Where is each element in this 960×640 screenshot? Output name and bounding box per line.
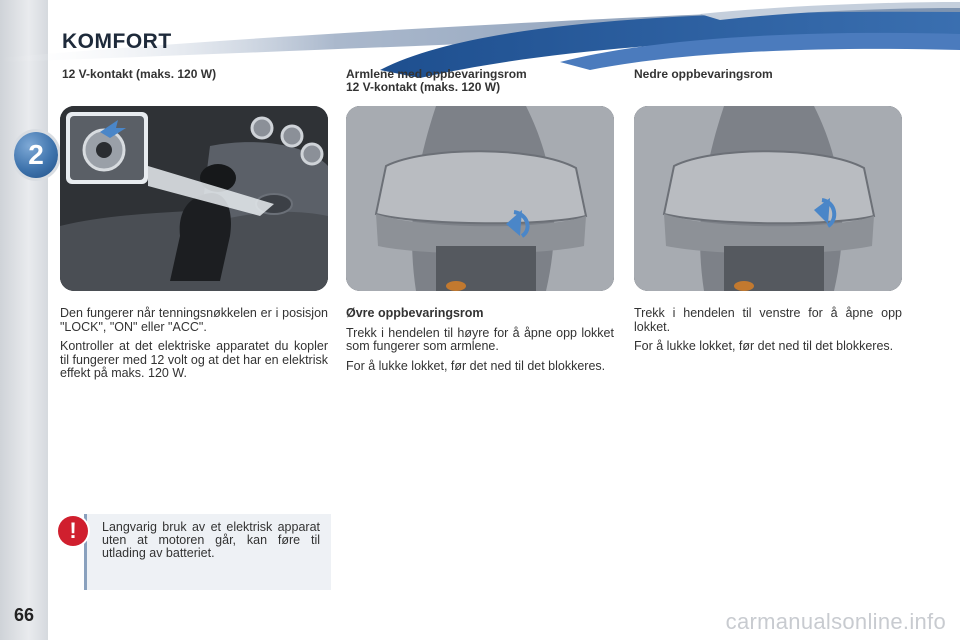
column-1-body xyxy=(60,307,328,387)
warning-icon: ! xyxy=(58,516,88,546)
watermark: carmanualsonline.info xyxy=(725,609,946,634)
column-1-paragraph: Kontroller at det elektriske apparatet du kopler til fungerer med 12 volt og at det har en elektrisk effekt på maks. 120 W. xyxy=(60,339,328,380)
column-2-heading-line2: 12 V-kontakt (maks. 120 W) xyxy=(346,80,501,94)
column-2-paragraph: Trekk i hendelen til høyre for å åpne opp lokket som fungerer som armlene. xyxy=(346,325,614,353)
column-2-heading-line1: Armlene med oppbevaringsrom xyxy=(346,67,527,81)
column-3-heading: Nedre oppbevaringsrom xyxy=(634,67,773,81)
column-2-heading xyxy=(346,68,527,94)
column-2-subheading: Øvre oppbevaringsrom xyxy=(346,306,484,320)
chapter-tab xyxy=(14,132,58,178)
column-2-paragraph: For å lukke lokket, før det ned til det blokkeres. xyxy=(346,358,606,373)
column-2-body xyxy=(346,307,614,379)
page-title: KOMFORT xyxy=(62,30,172,53)
socket-illustration xyxy=(60,106,328,291)
column-3-paragraph: For å lukke lokket, før det ned til det blokkeres. xyxy=(634,339,894,353)
page-number: 66 xyxy=(14,605,35,625)
column-1-heading: 12 V-kontakt (maks. 120 W) xyxy=(62,67,217,81)
chapter-number: 2 xyxy=(28,139,44,170)
column-1-paragraph: Den fungerer når tenningsnøkkelen er i posisjon "LOCK", "ON" eller "ACC". xyxy=(60,306,328,334)
armrest-lower-illustration xyxy=(634,106,902,291)
column-3-body xyxy=(634,307,902,360)
armrest-upper-illustration xyxy=(346,106,614,291)
column-3-paragraph: Trekk i hendelen til venstre for å åpne opp lokket. xyxy=(634,306,902,334)
warning-text: Langvarig bruk av et elektrisk apparat uten at motoren går, kan føre til utlading av batteriet. xyxy=(102,520,320,560)
